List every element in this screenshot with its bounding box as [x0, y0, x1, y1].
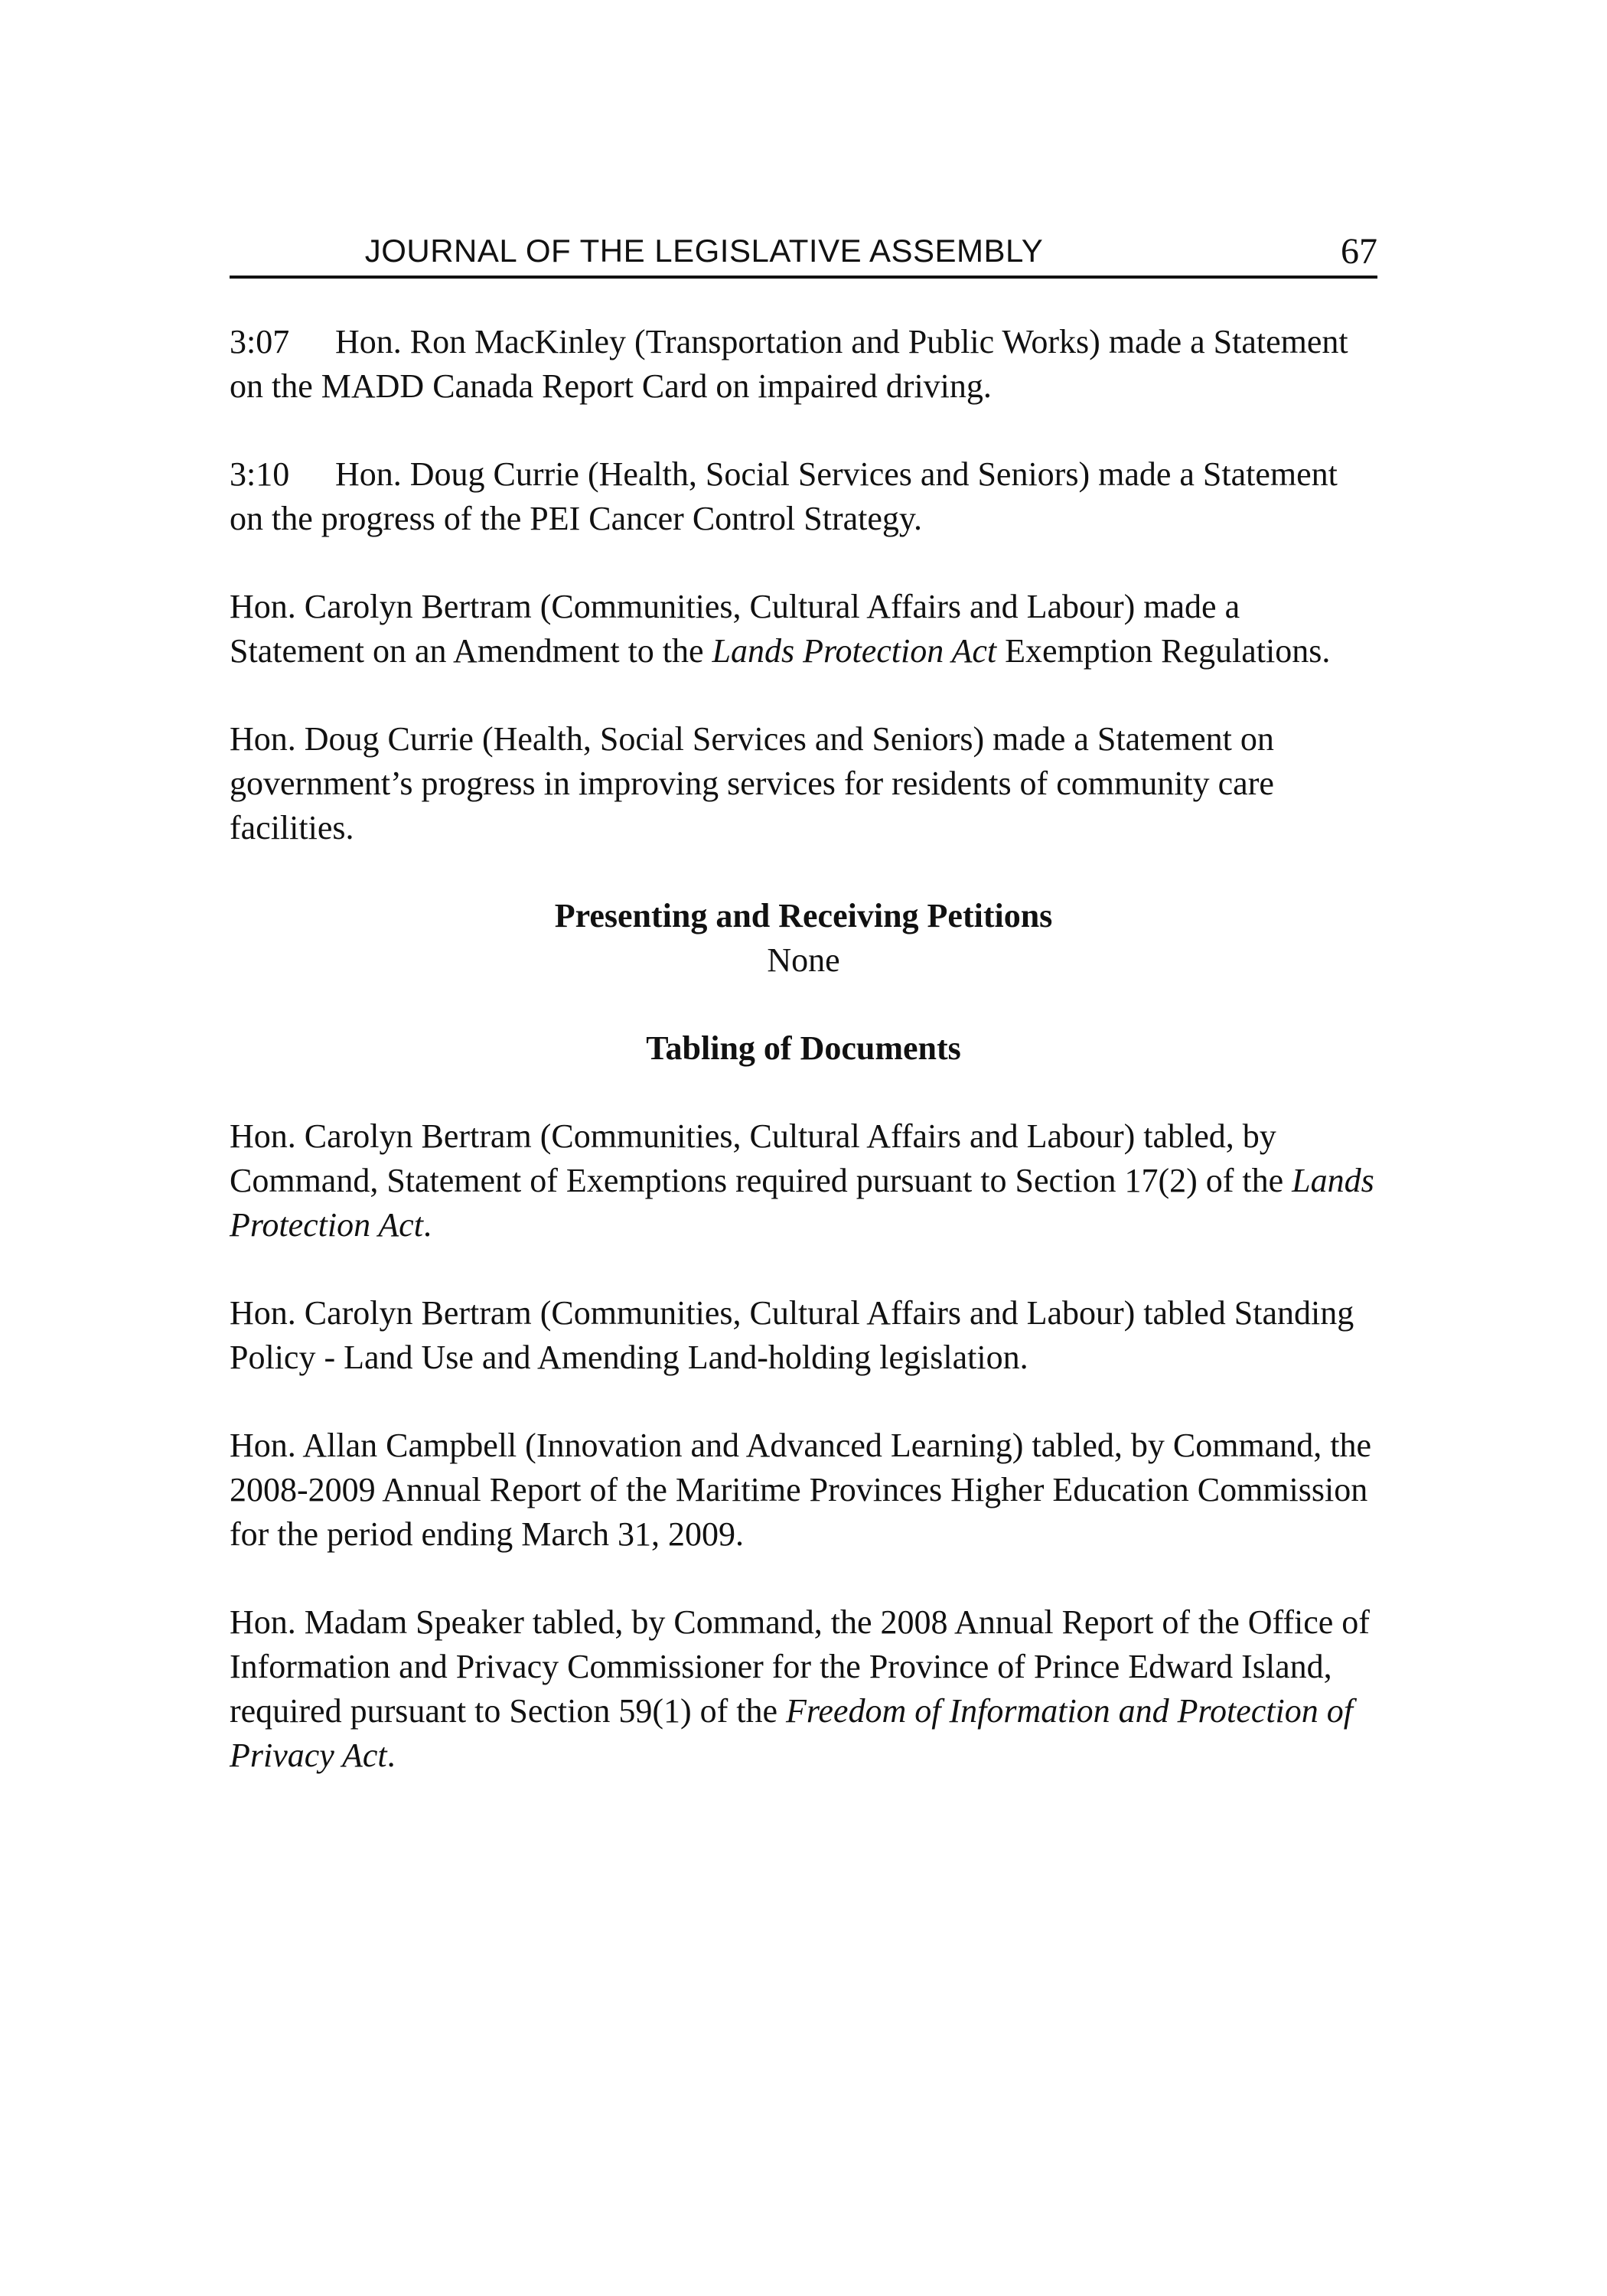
entry-text: Exemption Regulations. [996, 632, 1331, 670]
running-header [230, 228, 1377, 279]
entry-time: 3:07 [230, 323, 290, 360]
tabling-item [230, 1114, 1377, 1247]
journal-page [230, 0, 1377, 2296]
entry-text: Hon. Ron MacKinley (Transportation and Public Works) made a Statement on the MADD Canada Report Card on impaired driving. [230, 323, 1348, 405]
entry-text: Hon. Doug Currie (Health, Social Services and Seniors) made a Statement on government’s progress in improving services for residents of community care facilities. [230, 720, 1274, 846]
journal-content [230, 320, 1377, 1821]
tabling-item [230, 1424, 1377, 1557]
entry-statement [230, 320, 1377, 409]
tabling-text: Hon. Madam Speaker tabled, by Command, the 2008 Annual Report of the Office of Information and Privacy Commissioner for the Province of Prince Edward Island, required pursuant to Section 59(1) of the [230, 1603, 1370, 1730]
tabling-text: Hon. Carolyn Bertram (Communities, Cultural Affairs and Labour) tabled Standing Policy - Land Use and Amending Land-holding legislation. [230, 1294, 1354, 1376]
entry-statement [230, 585, 1377, 673]
act-title: Lands Protection Act [230, 1162, 1374, 1244]
entry-text: Hon. Doug Currie (Health, Social Services and Seniors) made a Statement on the progress of the PEI Cancer Control Strategy. [230, 455, 1338, 537]
act-title: Freedom of Information and Protection of Privacy Act [230, 1692, 1354, 1774]
entry-statement [230, 717, 1377, 850]
tabling-text: . [422, 1206, 432, 1244]
tabling-text: Hon. Carolyn Bertram (Communities, Cultural Affairs and Labour) tabled, by Command, Statement of Exemptions required pursuant to Section 17(2) of the [230, 1117, 1292, 1199]
entry-text: Hon. Carolyn Bertram (Communities, Cultural Affairs and Labour) made a Statement on an Amendment to the [230, 588, 1240, 670]
page-number: 67 [1341, 231, 1377, 272]
entry-time: 3:10 [230, 455, 290, 493]
petitions-value: None [767, 941, 840, 979]
tabling-item [230, 1600, 1377, 1778]
section-heading-tabling: Tabling of Documents [646, 1029, 961, 1067]
tabling-item [230, 1291, 1377, 1380]
section-heading-petitions: Presenting and Receiving Petitions [554, 897, 1053, 934]
tabling-text: . [386, 1737, 396, 1774]
act-title: Lands Protection Act [712, 632, 997, 670]
tabling-text: Hon. Allan Campbell (Innovation and Advanced Learning) tabled, by Command, the 2008-2009 Annual Report of the Maritime Provinces Higher Education Commission for the period ending March 31, 2009. [230, 1427, 1371, 1553]
entry-statement [230, 452, 1377, 541]
header-title: JOURNAL OF THE LEGISLATIVE ASSEMBLY [364, 233, 1044, 269]
